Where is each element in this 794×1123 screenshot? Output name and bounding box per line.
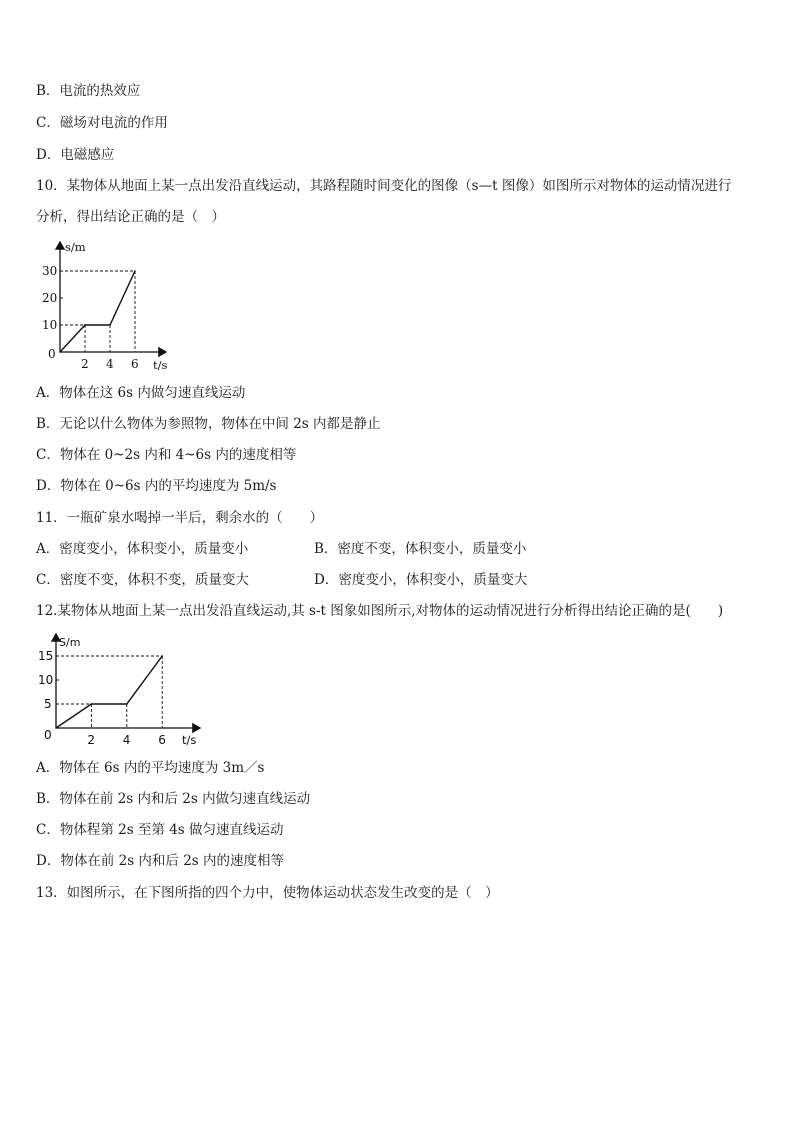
q10-stem-line2: 分析，得出结论正确的是（ ）	[36, 209, 225, 225]
q11-stem: 11．一瓶矿泉水喝掉一半后，剩余水的（ ）	[36, 510, 324, 526]
q12-option-c: C．物体程第 2s 至第 4s 做匀速直线运动	[36, 822, 284, 838]
q9-option-c: C．磁场对电流的作用	[36, 115, 168, 131]
q12-x-tick-6: 6	[158, 733, 166, 747]
q10-option-c: C．物体在 0~2s 内和 4~6s 内的速度相等	[36, 447, 297, 463]
q12-x-tick-2: 2	[87, 733, 96, 747]
q10-series-line	[60, 271, 135, 352]
q11-option-a: A．密度变小，体积变小，质量变小	[36, 541, 249, 557]
q10-y-tick-20: 20	[42, 291, 58, 305]
q11-option-d: D．密度变小，体积变小，质量变大	[314, 572, 528, 588]
q9-option-d: D．电磁感应	[36, 147, 115, 163]
q10-x-axis-label: t/s	[153, 358, 168, 372]
q10-origin-label: 0	[48, 347, 56, 361]
q10-x-tick-4: 4	[106, 357, 114, 371]
q12-option-d: D．物体在前 2s 内和后 2s 内的速度相等	[36, 853, 285, 869]
q10-y-tick-10: 10	[42, 318, 58, 332]
q11-option-c: C．密度不变，体积不变，质量变大	[36, 572, 249, 588]
q12-origin-label: 0	[44, 728, 52, 742]
q10-st-graph	[34, 236, 184, 386]
q12-y-tick-5: 5	[44, 697, 52, 711]
q11-option-b: B．密度不变，体积变小，质量变小	[314, 541, 527, 557]
q12-y-tick-15: 15	[38, 649, 54, 663]
q12-stem: 12.某物体从地面上某一点出发沿直线运动,其 s-t 图象如图所示,对物体的运动情况进行分析得出结论正确的是( )	[36, 603, 724, 619]
q12-x-axis-label: t/s	[182, 733, 197, 747]
q10-stem-line1: 10．某物体从地面上某一点出发沿直线运动，其路程随时间变化的图像（s—t 图像）如图所示对物体的运动情况进行	[36, 178, 732, 194]
q10-option-a: A．物体在这 6s 内做匀速直线运动	[36, 385, 246, 401]
q13-stem: 13．如图所示，在下图所指的四个力中，使物体运动状态发生改变的是（ ）	[36, 885, 499, 901]
q10-y-axis-label: s/m	[65, 240, 86, 254]
q12-y-tick-10: 10	[38, 673, 54, 687]
q12-series-line	[56, 656, 162, 728]
q12-y-axis-label: S/m	[59, 636, 81, 649]
q12-option-a: A．物体在 6s 内的平均速度为 3m／s	[36, 760, 265, 776]
q10-x-tick-6: 6	[131, 357, 139, 371]
q10-option-d: D．物体在 0~6s 内的平均速度为 5m/s	[36, 478, 277, 494]
q10-x-tick-2: 2	[81, 357, 89, 371]
q12-option-b: B．物体在前 2s 内和后 2s 内做匀速直线运动	[36, 791, 311, 807]
q12-x-tick-4: 4	[122, 733, 131, 747]
q9-option-b: B．电流的热效应	[36, 83, 141, 99]
q12-st-graph	[30, 630, 210, 754]
q10-y-tick-30: 30	[42, 264, 58, 278]
q10-option-b: B．无论以什么物体为参照物，物体在中间 2s 内都是静止	[36, 416, 381, 432]
